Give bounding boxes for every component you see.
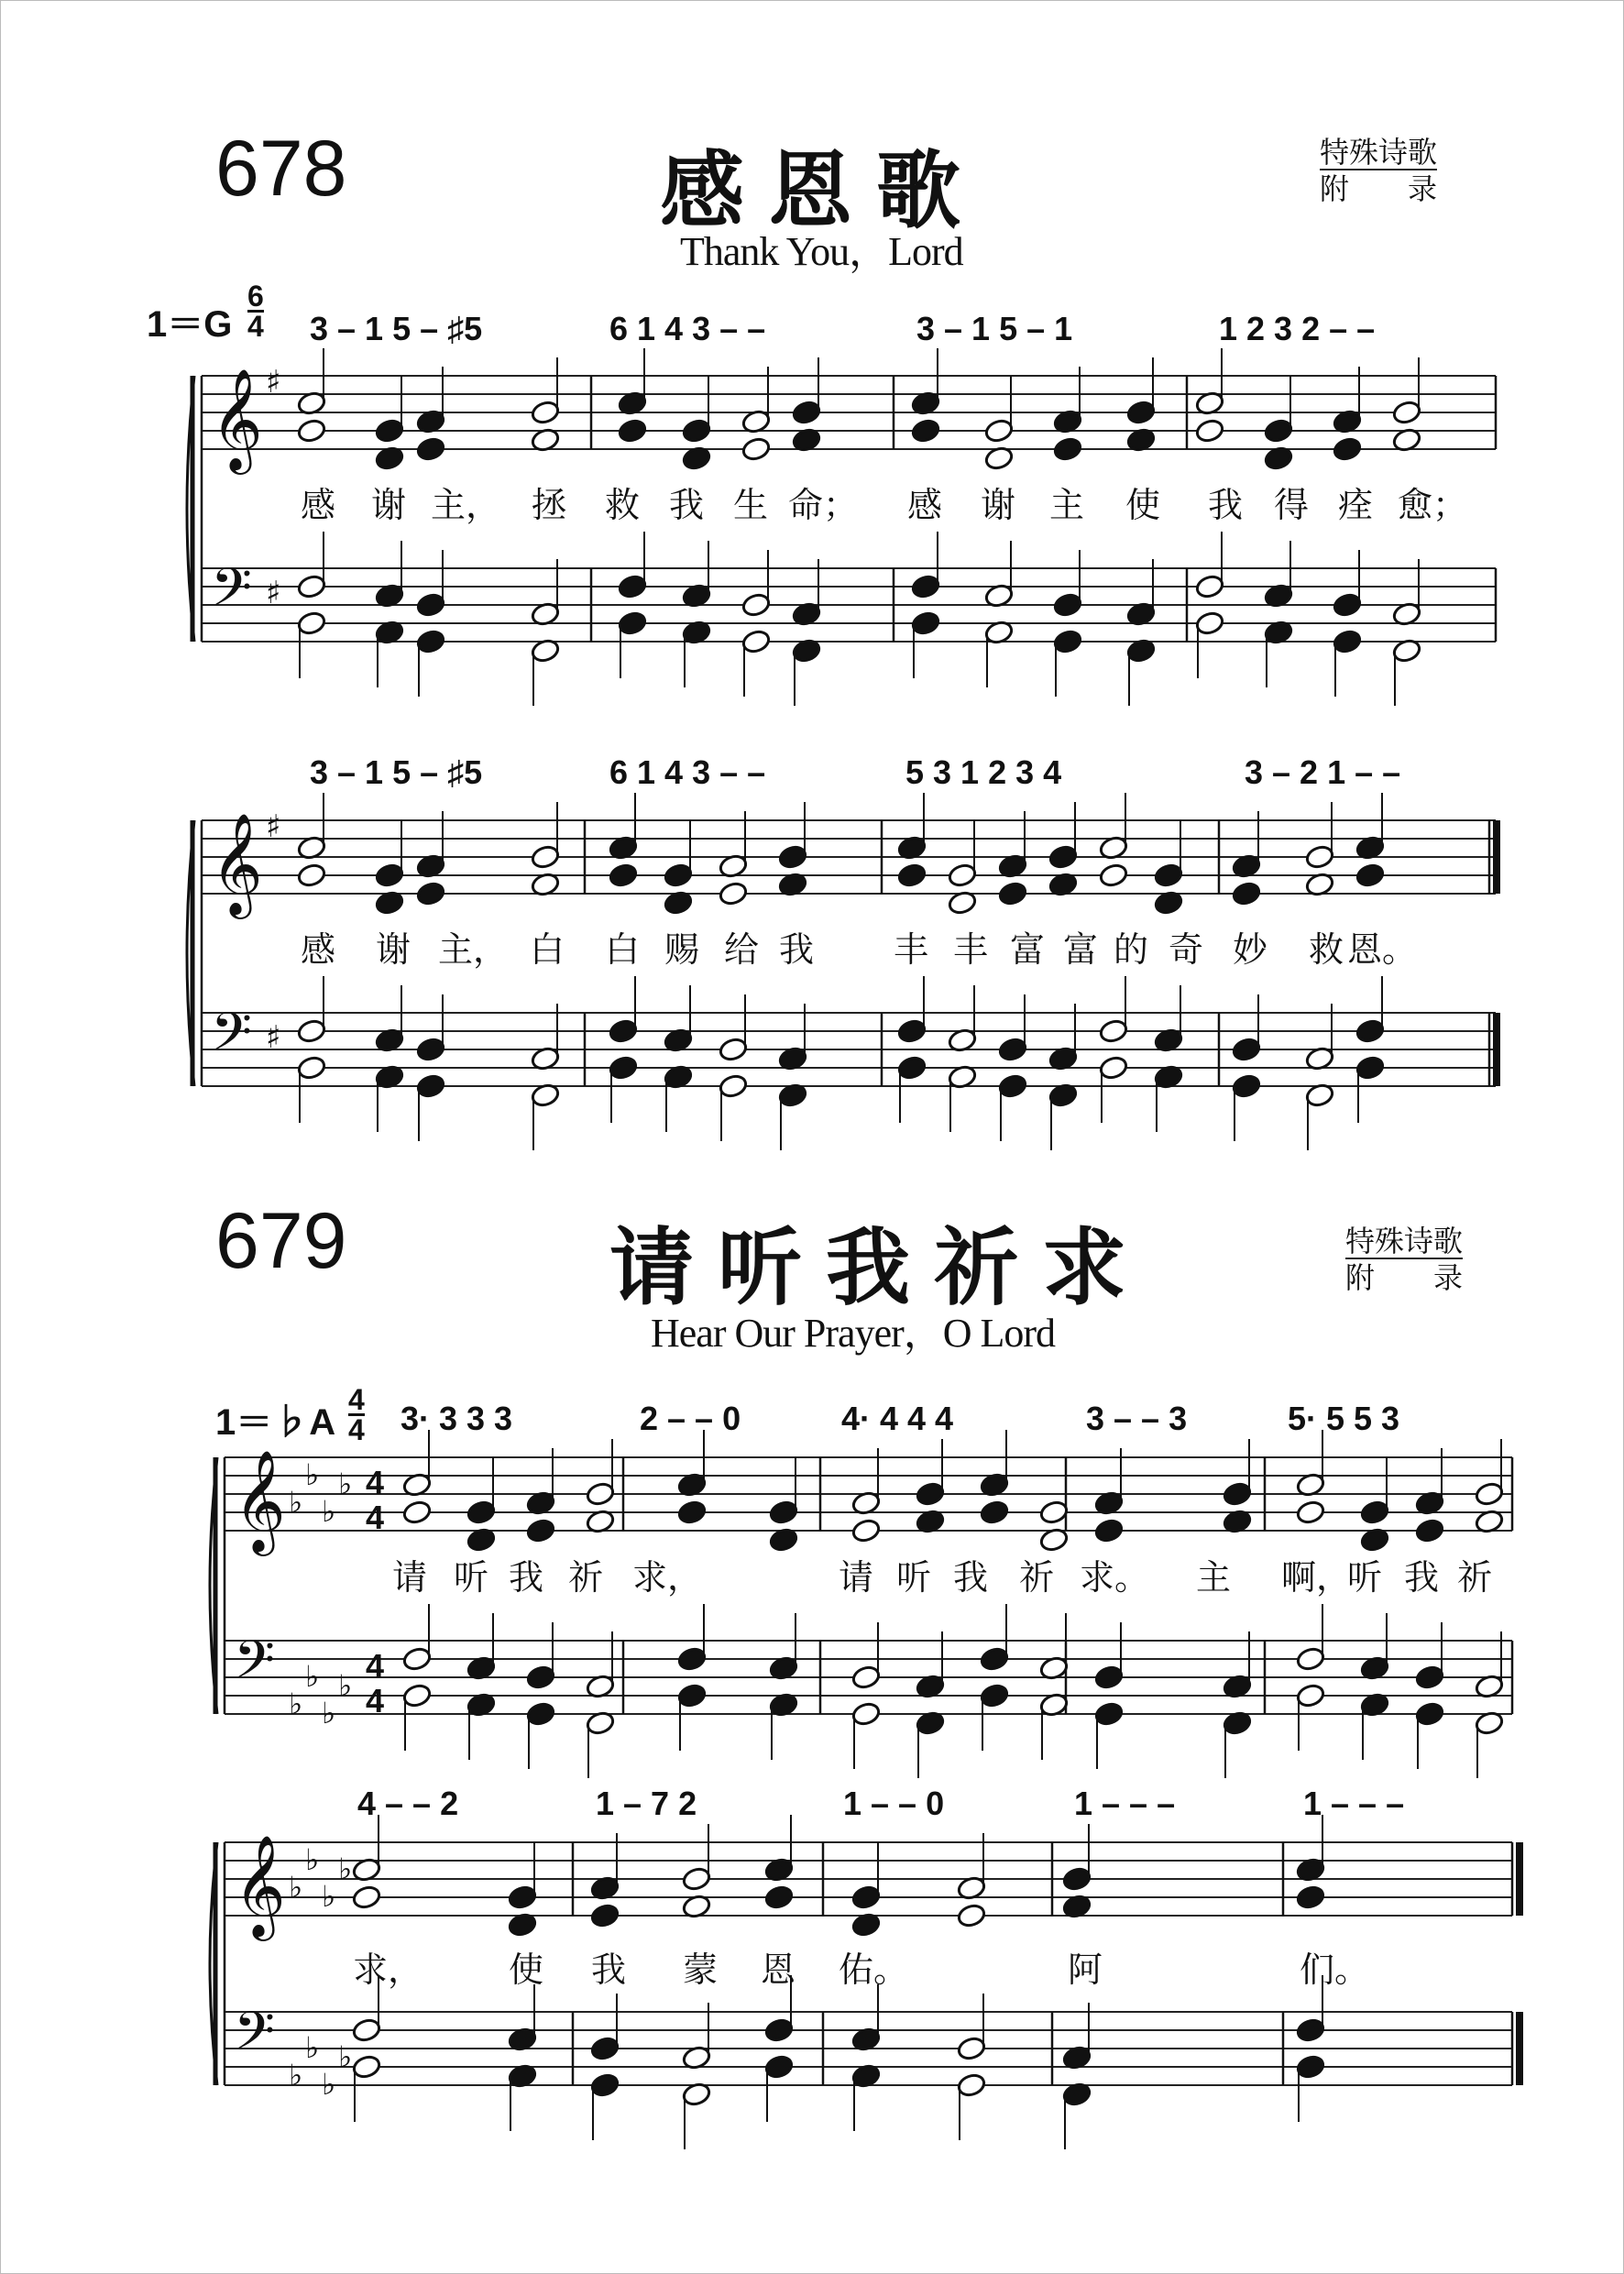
note-head	[741, 592, 771, 618]
jianpu-measure: 5· 5 5 3	[1288, 1400, 1400, 1437]
note-head	[1474, 1481, 1504, 1507]
lyric-syllable: 我	[1404, 1557, 1440, 1598]
note-head	[979, 1683, 1009, 1708]
note-head	[1222, 1481, 1252, 1507]
lyric-syllable: 救	[605, 485, 641, 525]
note-head	[718, 1037, 748, 1062]
jianpu-measure: 5 3 1 2 3 4	[905, 753, 1062, 791]
bass-clef: 𝄢	[211, 1001, 253, 1076]
note-head	[401, 1683, 432, 1708]
note-head	[1295, 1884, 1325, 1910]
lyric-syllable: 感	[907, 485, 943, 525]
note-head	[777, 844, 807, 870]
note-head	[1304, 844, 1334, 870]
lyric-syllable: 听	[454, 1557, 489, 1598]
note-head	[718, 881, 748, 906]
note-head	[1355, 1055, 1385, 1081]
lyric-syllable: 们。	[1300, 1950, 1370, 1990]
note-head	[1194, 610, 1224, 636]
note-head	[1332, 592, 1362, 618]
lyric-syllable: 求。	[1080, 1557, 1150, 1598]
lyric-syllable: 我	[669, 485, 705, 525]
jianpu-measure: 4· 4 4 4	[841, 1400, 954, 1437]
note-head	[351, 1884, 381, 1910]
flat-sign: ♭	[338, 1467, 353, 1501]
flat-sign: ♭	[305, 1457, 320, 1492]
note-head	[1098, 1055, 1128, 1081]
note-head	[525, 1701, 555, 1727]
lyric-syllable: 主	[1196, 1557, 1232, 1598]
lyric-syllable: 谢	[376, 929, 411, 970]
treble-clef: 𝄞	[234, 1834, 286, 1937]
lyric-syllable: 愈；	[1398, 485, 1468, 525]
note-head	[896, 862, 927, 888]
lyric-syllable: 我	[509, 1557, 544, 1598]
jianpu-measure: 1 – – –	[1074, 1785, 1176, 1822]
category-label: 特殊诗歌	[1320, 135, 1438, 170]
note-head	[947, 862, 977, 888]
note-head	[763, 2054, 794, 2080]
lyric-syllable: 主	[1049, 485, 1085, 525]
lyric-syllable: 感	[301, 929, 336, 970]
lyric-syllable: 白	[605, 929, 641, 970]
lyric-syllable: 阿	[1068, 1950, 1103, 1990]
treble-clef: 𝄞	[211, 368, 263, 470]
flat-sign: ♭	[289, 1870, 303, 1905]
lyric-syllable: 请	[392, 1557, 428, 1598]
jianpu-measure: 6 1 4 3 – –	[609, 310, 766, 347]
bass-clef: 𝄢	[234, 2000, 276, 2075]
jianpu-measure: 1 2 3 2 – –	[1219, 310, 1376, 347]
note-head	[681, 418, 711, 444]
note-head	[1295, 2017, 1325, 2043]
note-head	[910, 418, 940, 444]
flat-sign: ♭	[305, 1659, 320, 1694]
note-head	[1052, 436, 1082, 462]
flat-sign: ♭	[322, 1879, 336, 1914]
note-head	[718, 1073, 748, 1099]
jianpu-measure: 1 – – –	[1303, 1785, 1405, 1822]
lyric-syllable: 感	[301, 485, 336, 525]
lyric-syllable: 佑。	[839, 1950, 909, 1990]
note-head	[589, 1903, 620, 1928]
note-head	[676, 1646, 707, 1672]
note-head	[374, 862, 404, 888]
lyric-syllable: 奇	[1169, 929, 1204, 970]
lyric-syllable: 我	[779, 929, 815, 970]
note-head	[1295, 1500, 1325, 1525]
bass-clef: 𝄢	[211, 556, 253, 632]
lyric-syllable: 祈	[1457, 1557, 1493, 1598]
lyric-syllable: 请	[839, 1557, 874, 1598]
note-head	[956, 2036, 986, 2061]
note-head	[676, 1500, 707, 1525]
jianpu-measure: 3· 3 3 3	[401, 1400, 513, 1437]
lyric-syllable: 啊，	[1281, 1557, 1352, 1598]
jianpu-measure: 2 – – 0	[640, 1400, 741, 1437]
note-head	[850, 1701, 881, 1727]
lyric-syllable: 富	[1063, 929, 1099, 970]
lyric-syllable: 求，	[353, 1950, 423, 1990]
note-head	[617, 610, 647, 636]
note-head	[997, 881, 1027, 906]
time-signature-glyph: 4	[366, 1647, 385, 1685]
time-signature: 4 4	[348, 1383, 365, 1446]
sharp-sign: ♯	[266, 575, 281, 611]
note-head	[608, 1018, 638, 1044]
lyric-syllable: 主，	[431, 485, 501, 525]
lyric-syllable: 祈	[1019, 1557, 1055, 1598]
sharp-sign: ♯	[266, 364, 281, 401]
note-head	[1414, 1701, 1444, 1727]
note-head	[1093, 1518, 1124, 1543]
note-head	[1295, 1646, 1325, 1672]
flat-sign: ♭	[322, 1696, 336, 1730]
note-head	[525, 1664, 555, 1690]
note-head	[296, 610, 326, 636]
lyric-syllable: 使	[1125, 485, 1161, 525]
time-signature-glyph: 4	[366, 1499, 385, 1536]
flat-sign: ♭	[338, 1851, 353, 1886]
note-head	[585, 1481, 615, 1507]
lyric-syllable: 我	[1208, 485, 1244, 525]
note-head	[997, 1037, 1027, 1062]
lyric-syllable: 谢	[371, 485, 407, 525]
lyric-syllable: 丰	[953, 929, 989, 970]
jianpu-measure: 1 – 7 2	[596, 1785, 697, 1822]
note-head	[1052, 629, 1082, 654]
note-head	[763, 1884, 794, 1910]
time-signature: 6 4	[247, 280, 264, 343]
note-head	[415, 592, 445, 618]
note-head	[983, 418, 1014, 444]
note-head	[351, 2017, 381, 2043]
lyric-syllable: 丰	[894, 929, 929, 970]
lyric-syllable: 得	[1274, 485, 1310, 525]
lyric-syllable: 我	[953, 1557, 989, 1598]
hymn-subtitle: Hear Our Prayer，O Lord	[651, 1311, 1056, 1356]
flat-sign: ♭	[322, 2067, 336, 2102]
lyric-syllable: 拯	[532, 485, 567, 525]
hymn-subtitle: Thank You，Lord	[680, 229, 963, 274]
note-head	[910, 574, 940, 599]
flat-sign: ♭	[338, 1668, 353, 1703]
flat-sign: ♭	[305, 1842, 320, 1877]
note-head	[1061, 1866, 1092, 1892]
note-head	[1295, 2054, 1325, 2080]
note-head	[676, 1683, 707, 1708]
note-head	[617, 418, 647, 444]
note-head	[1231, 1037, 1261, 1062]
note-head	[466, 1500, 496, 1525]
note-head	[681, 1866, 711, 1892]
note-head	[1153, 862, 1183, 888]
lyric-syllable: 给	[724, 929, 760, 970]
note-head	[979, 1500, 1009, 1525]
lyric-syllable: 痊	[1338, 485, 1374, 525]
note-head	[768, 1500, 798, 1525]
lyric-syllable: 祈	[568, 1557, 604, 1598]
jianpu-measure: 1 – – 0	[843, 1785, 945, 1822]
sharp-sign: ♯	[266, 808, 281, 845]
note-head	[741, 436, 771, 462]
note-head	[791, 400, 821, 425]
note-head	[1391, 400, 1421, 425]
jianpu-measure: 3 – 1 5 – ♯5	[310, 753, 483, 791]
note-head	[896, 1018, 927, 1044]
note-head	[1093, 1664, 1124, 1690]
note-head	[351, 2054, 381, 2080]
note-head	[1295, 1683, 1325, 1708]
note-head	[608, 1055, 638, 1081]
note-head	[850, 1664, 881, 1690]
note-head	[296, 418, 326, 444]
jianpu-measure: 3 – 2 1 – –	[1245, 753, 1401, 791]
note-head	[1038, 1500, 1069, 1525]
note-head	[608, 862, 638, 888]
note-head	[1414, 1518, 1444, 1543]
note-head	[1048, 844, 1078, 870]
note-head	[530, 844, 560, 870]
note-head	[296, 1018, 326, 1044]
lyric-syllable: 救	[1309, 929, 1344, 970]
note-head	[617, 574, 647, 599]
note-head	[915, 1481, 945, 1507]
note-head	[850, 1884, 881, 1910]
note-head	[1231, 881, 1261, 906]
category-label: 特殊诗歌	[1345, 1224, 1464, 1258]
note-head	[956, 2072, 986, 2098]
note-head	[1332, 629, 1362, 654]
final-barline	[1493, 1013, 1500, 1086]
hymn-title: 请听我祈求	[609, 1219, 1151, 1317]
lyric-syllable: 使	[509, 1950, 544, 1990]
time-signature-glyph: 4	[366, 1682, 385, 1719]
note-head	[296, 862, 326, 888]
note-head	[956, 1903, 986, 1928]
note-head	[997, 1073, 1027, 1099]
note-head	[1355, 862, 1385, 888]
category-sub-label: 附 录	[1345, 1260, 1464, 1295]
lyric-syllable: 恩	[761, 1950, 796, 1990]
note-head	[296, 1055, 326, 1081]
note-head	[663, 862, 693, 888]
note-head	[374, 418, 404, 444]
note-head	[1263, 418, 1293, 444]
flat-sign: ♭	[338, 2039, 353, 2074]
hymn-title: 感恩歌	[660, 142, 985, 240]
lyric-syllable: 生	[733, 485, 769, 525]
note-head	[1052, 592, 1082, 618]
treble-clef: 𝄞	[211, 812, 263, 915]
note-head	[763, 2017, 794, 2043]
hymn-number: 678	[215, 125, 347, 213]
sharp-sign: ♯	[266, 1019, 281, 1056]
lyric-syllable: 白	[530, 929, 565, 970]
lyric-syllable: 谢	[981, 485, 1016, 525]
note-head	[741, 629, 771, 654]
hymn-number: 679	[215, 1197, 347, 1285]
note-head	[296, 574, 326, 599]
jianpu-measure: 3 – 1 5 – ♯5	[310, 310, 483, 347]
note-head	[589, 2072, 620, 2098]
note-head	[507, 1884, 537, 1910]
note-head	[401, 1500, 432, 1525]
lyric-syllable: 赐	[664, 929, 700, 970]
note-head	[415, 1073, 445, 1099]
note-head	[415, 436, 445, 462]
note-head	[1359, 1500, 1389, 1525]
lyric-syllable: 富	[1010, 929, 1046, 970]
note-head	[1355, 1018, 1385, 1044]
note-head	[1125, 400, 1156, 425]
note-head	[415, 881, 445, 906]
jianpu-measure: 3 – – 3	[1086, 1400, 1188, 1437]
note-head	[1194, 574, 1224, 599]
flat-sign: ♭	[289, 1485, 303, 1520]
jianpu-measure: 3 – 1 5 – 1	[916, 310, 1073, 347]
time-signature-glyph: 4	[366, 1464, 385, 1501]
flat-sign: ♭	[289, 1686, 303, 1721]
lyric-syllable: 的	[1114, 929, 1149, 970]
note-head	[1231, 1073, 1261, 1099]
category-sub-label: 附 录	[1320, 171, 1438, 206]
final-barline	[1516, 2012, 1523, 2085]
treble-clef: 𝄞	[234, 1449, 286, 1552]
lyric-syllable: 蒙	[683, 1950, 719, 1990]
final-barline	[1493, 820, 1500, 894]
jianpu-measure: 6 1 4 3 – –	[609, 753, 766, 791]
jianpu-measure: 4 – – 2	[357, 1785, 459, 1822]
note-head	[1194, 418, 1224, 444]
lyric-syllable: 听	[896, 1557, 932, 1598]
lyric-syllable: 恩。	[1347, 929, 1418, 970]
note-head	[1098, 862, 1128, 888]
lyric-syllable: 听	[1347, 1557, 1383, 1598]
note-head	[525, 1518, 555, 1543]
note-head	[530, 400, 560, 425]
flat-sign: ♭	[305, 2030, 320, 2065]
note-head	[415, 1037, 445, 1062]
note-head	[896, 1055, 927, 1081]
note-head	[589, 2036, 620, 2061]
lyric-syllable: 主，	[438, 929, 509, 970]
key-signature: 1＝G	[147, 304, 233, 345]
note-head	[979, 1646, 1009, 1672]
lyric-syllable: 我	[591, 1950, 627, 1990]
note-head	[910, 610, 940, 636]
flat-sign: ♭	[289, 2058, 303, 2093]
flat-sign: ♭	[322, 1494, 336, 1529]
note-head	[850, 1518, 881, 1543]
note-head	[1098, 1018, 1128, 1044]
note-head	[1414, 1664, 1444, 1690]
note-head	[415, 629, 445, 654]
lyric-syllable: 求，	[632, 1557, 703, 1598]
note-head	[401, 1646, 432, 1672]
key-signature: 1＝♭A	[215, 1402, 336, 1443]
lyric-syllable: 命；	[788, 485, 859, 525]
final-barline	[1516, 1842, 1523, 1916]
note-head	[1093, 1701, 1124, 1727]
note-head	[1332, 436, 1362, 462]
bass-clef: 𝄢	[234, 1629, 276, 1704]
lyric-syllable: 妙	[1233, 929, 1268, 970]
